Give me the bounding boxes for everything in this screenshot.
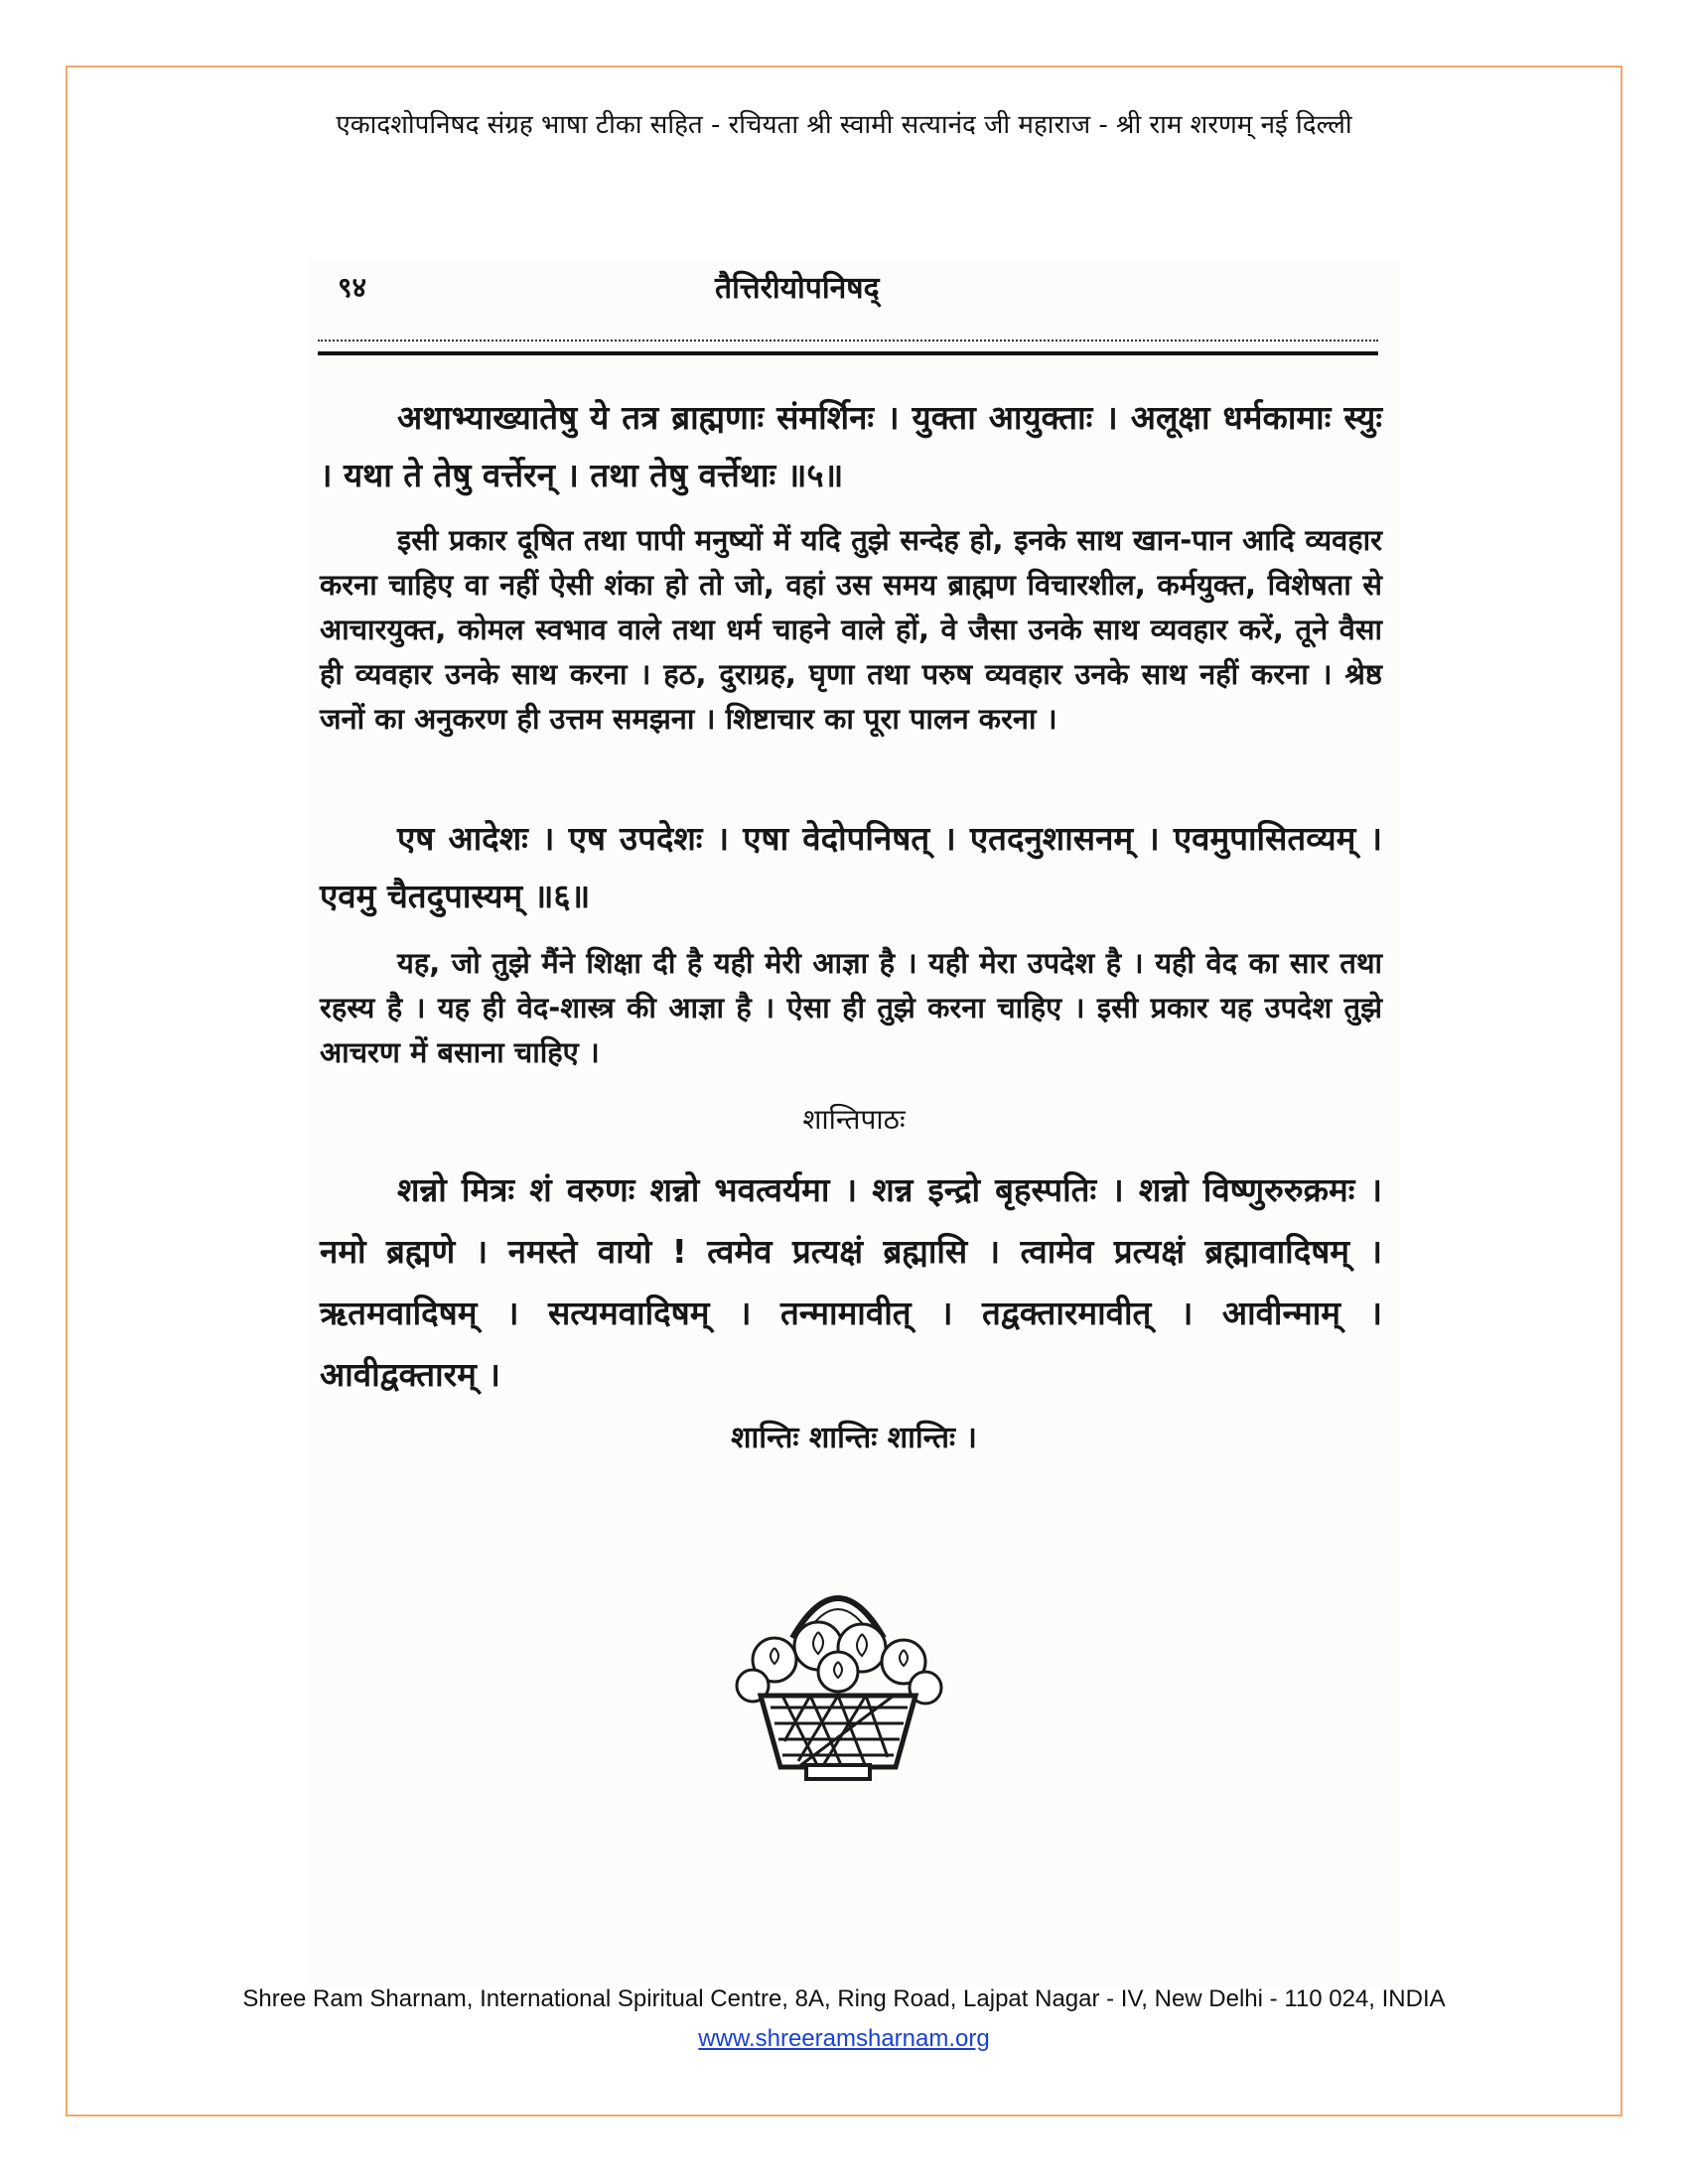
- flower-basket-icon: [723, 1569, 953, 1787]
- website-link[interactable]: www.shreeramsharnam.org: [698, 2025, 990, 2052]
- header-dotted-rule: [318, 340, 1378, 341]
- verse-6: एष आदेशः । एष उपदेशः । एषा वेदोपनिषत् । एतदनुशासनम् । एवमुपासितव्यम् । एवमु चैतदुपास्यम् ॥६॥: [320, 819, 1382, 915]
- commentary-6: यह, जो तुझे मैंने शिक्षा दी है यही मेरी आज्ञा है । यही मेरा उपदेश है । यही वेद का सार तथा रहस्य है । यह ही वेद-शास्त्र की आज्ञा है । ऐसा ही तुझे करना चाहिए । इसी प्रकार यह उपदेश तुझे आचरण में बसाना चाहिए ।: [320, 946, 1382, 1069]
- shanti-path-heading: शान्तिपाठः: [802, 1103, 906, 1136]
- page-number: ९४: [338, 271, 367, 304]
- commentary-5: इसी प्रकार दूषित तथा पापी मनुष्यों में यदि तुझे सन्देह हो, इनके साथ खान-पान आदि व्यवहार करना चाहिए वा नहीं ऐसी शंका हो तो जो, वहां उस समय ब्राह्मण विचारशील, कर्मयुक्त, विशेषता से आचारयुक्त, कोमल स्वभाव वाले तथा धर्म चाहने वाले हों, वे जैसा उनके साथ व्यवहार करें, तूने वैसा ही व्यवहार उनके साथ करना । हठ, दुराग्रह, घृणा तथा परुष व्यवहार उनके साथ नहीं करना । श्रेष्ठ जनों का अनुकरण ही उत्तम समझना । शिष्टाचार का पूरा पालन करना ।: [320, 523, 1382, 736]
- verse-5: अथाभ्याख्यातेषु ये तत्र ब्राह्मणाः संमर्शिनः । युक्ता आयुक्ताः । अलूक्षा धर्मकामाः स्युः । यथा ते तेषु वर्त्तेरन् । तथा तेषु वर्त्तेथाः ॥५॥: [320, 398, 1382, 494]
- document-header: एकादशोपनिषद संग्रह भाषा टीका सहित - रचियता श्री स्वामी सत्यानंद जी महाराज - श्री राम शरणम् नई दिल्ली: [336, 110, 1352, 140]
- header-solid-rule: [318, 351, 1378, 355]
- shanti-mantra: शन्नो मित्रः शं वरुणः शन्नो भवत्वर्यमा । शन्न इन्द्रो बृहस्पतिः । शन्नो विष्णुरुरुक्रमः । नमो ब्रह्मणे । नमस्ते वायो ! त्वमेव प्रत्यक्षं ब्रह्मासि । त्वामेव प्रत्यक्षं ब्रह्मावादिषम् । ऋतमवादिषम् । सत्यमवादिषम् । तन्मामावीत् । तद्वक्तारमावीत् । आवीन्माम् । आवीद्वक्तारम् ।: [320, 1170, 1382, 1394]
- footer-address: Shree Ram Sharnam, International Spiritual Centre, 8A, Ring Road, Lajpat Nagar - IV, New Delhi - 110 024, INDIA: [242, 1985, 1446, 2012]
- running-title: तैत्तिरीयोपनिषद्: [715, 271, 880, 306]
- shanti-closing: शान्तिः शान्तिः शान्तिः ।: [731, 1421, 977, 1455]
